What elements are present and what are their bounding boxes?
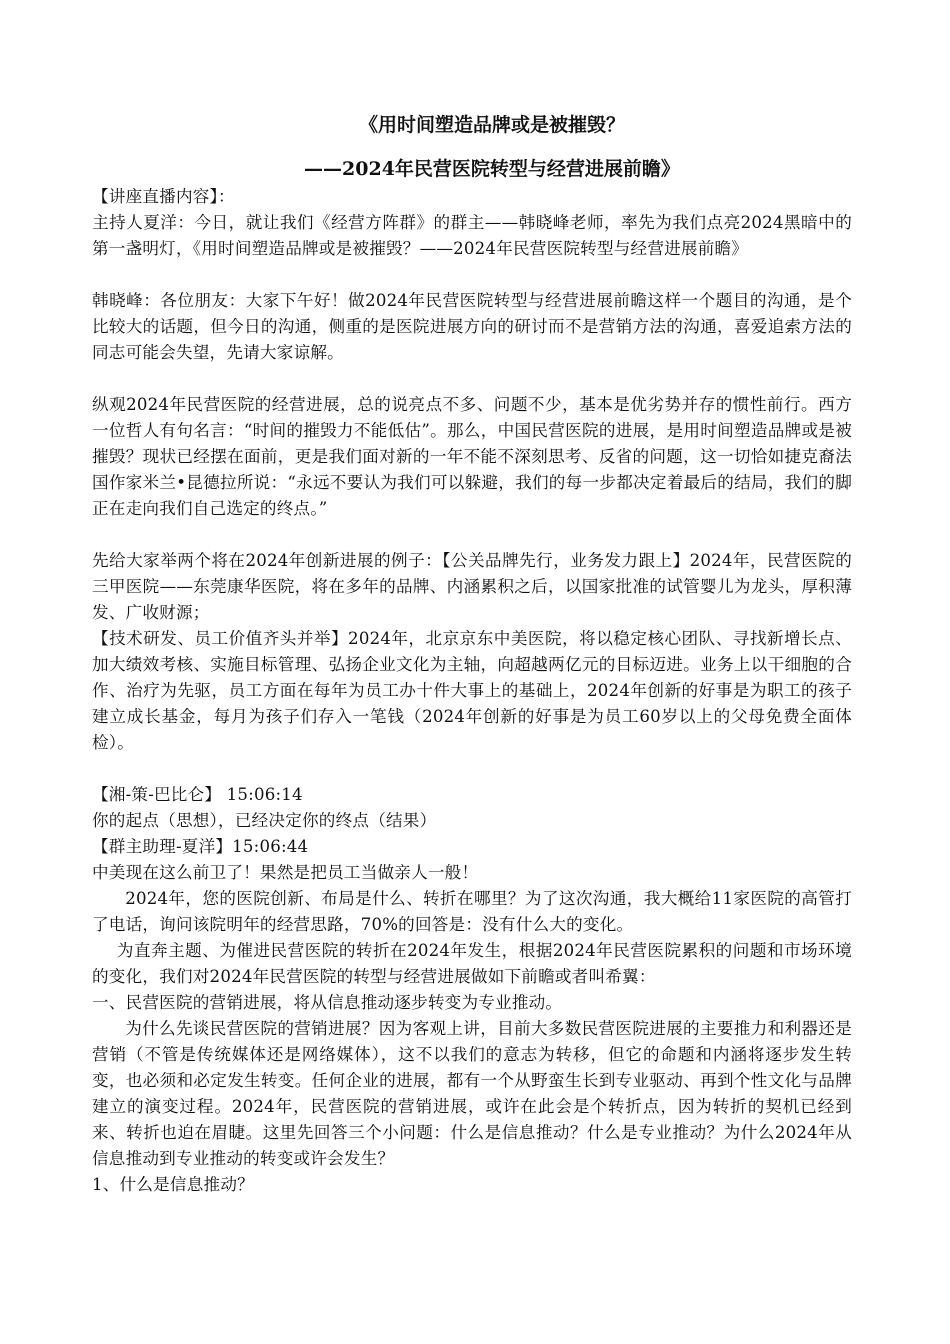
overview-paragraph: 纵观2024年民营医院的经营进展，总的说亮点不多、问题不少，基本是优劣势并存的惯性前行。西方一位哲人有句名言：“时间的摧毁力不能低估”。那么，中国民营医院的进展，是用时间塑造品牌或是被摧毁？现状已经摆在面前，更是我们面对新的一年不能不深刻思考、反省的问题，这一切恰如捷克裔法国作家米兰•昆德拉所说：“永远不要认为我们可以躲避，我们的每一步都决定着最后的结局，我们的脚正在走向我们自己选定的终点。” bbox=[92, 395, 852, 518]
why-marketing-paragraph: 为什么先谈民营医院的营销进展？因为客观上讲，目前大多数民营医院进展的主要推力和利器还是营销（不管是传统媒体还是网络媒体），这不以我们的意志为转移，但它的命题和内涵将逐步发生转变，也必须和必定发生转变。任何企业的进展，都有一个从野蛮生长到专业驱动、再到个性文化与品牌建立的演变过程。2024年，民营医院的营销进展，或许在此会是个转折点，因为转折的契机已经到来、转折也迫在眉睫。这里先回答三个小问题：什么是信息推动？什么是专业推动？为什么2024年从信息推动到专业推动的转变或许会发生？ bbox=[92, 1019, 852, 1168]
document-title-line-1: 《用时间塑造品牌或是被摧毁？ bbox=[358, 114, 625, 136]
section-heading-1: 一、民营医院的营销进展，将从信息推动逐步转变为专业推动。 bbox=[92, 993, 563, 1012]
paragraph-gap bbox=[92, 522, 852, 548]
speaker-intro-paragraph: 韩晓峰：各位朋友：大家下午好！做2024年民营医院转型与经营进展前瞻这样一个题目的沟通，是个比较大的话题，但今日的沟通，侧重的是医院进展方向的研讨而不是营销方法的沟通，喜爱追索方法的同志可能会失望，先请大家谅解。 bbox=[92, 291, 852, 362]
document-body bbox=[92, 96, 852, 1198]
subsection-heading-1-1: 1、什么是信息推动？ bbox=[92, 1175, 254, 1194]
chat-message-user: 【群主助理-夏洋】15:06:44 bbox=[92, 837, 309, 856]
chat-message-text: 中美现在这么前卫了！果然是把员工当做亲人一般！ bbox=[92, 863, 479, 882]
paragraph-gap bbox=[92, 366, 852, 392]
examples-paragraph-1: 先给大家举两个将在2024年创新进展的例子：【公关品牌先行，业务发力跟上】2024年，民营医院的三甲医院——东莞康华医院，将在多年的品牌、内涵累积之后，以国家批准的试管婴儿为龙头，厚积薄发、广收财源； bbox=[92, 551, 852, 622]
examples-paragraph-2: 【技术研发、员工价值齐头并举】2024年，北京京东中美医院，将以稳定核心团队、寻找新增长点、加大绩效考核、实施目标管理、弘扬企业文化为主轴，向超越两亿元的目标迈进。业务上以干细胞的合作、治疗为先驱，员工方面在每年为员工办十件大事上的基础上，2024年创新的好事是为职工的孩子建立成长基金，每月为孩子们存入一笔钱（2024年创新的好事是为员工60岁以上的父母免费全面体检）。 bbox=[92, 629, 852, 752]
theme-paragraph: 为直奔主题、为催进民营医院的转折在2024年发生，根据2024年民营医院累积的问题和市场环境的变化，我们对2024年民营医院的转型与经营进展做如下前瞻或者叫希翼： bbox=[92, 941, 852, 986]
paragraph-gap bbox=[92, 756, 852, 782]
paragraph-gap bbox=[92, 262, 852, 288]
question-2024-paragraph: 2024年，您的医院创新、布局是什么、转折在哪里？为了这次沟通，我大概给11家医院的高管打了电话，询问该院明年的经营思路，70%的回答是：没有什么大的变化。 bbox=[92, 889, 852, 934]
section-label: 【讲座直播内容】： bbox=[92, 187, 235, 206]
chat-message-text: 你的起点（思想），已经决定你的终点（结果） bbox=[92, 811, 437, 830]
document-title-line-2: ——2024年民营医院转型与经营进展前瞻》 bbox=[304, 158, 680, 180]
chat-message-user: 【湘-策-巴比仑】 15:06:14 bbox=[92, 785, 303, 804]
host-intro-paragraph: 主持人夏洋：今日，就让我们《经营方阵群》的群主——韩晓峰老师，率先为我们点亮2024黑暗中的第一盏明灯，《用时间塑造品牌或是被摧毁？——2024年民营医院转型与经营进展前瞻》 bbox=[92, 213, 852, 258]
